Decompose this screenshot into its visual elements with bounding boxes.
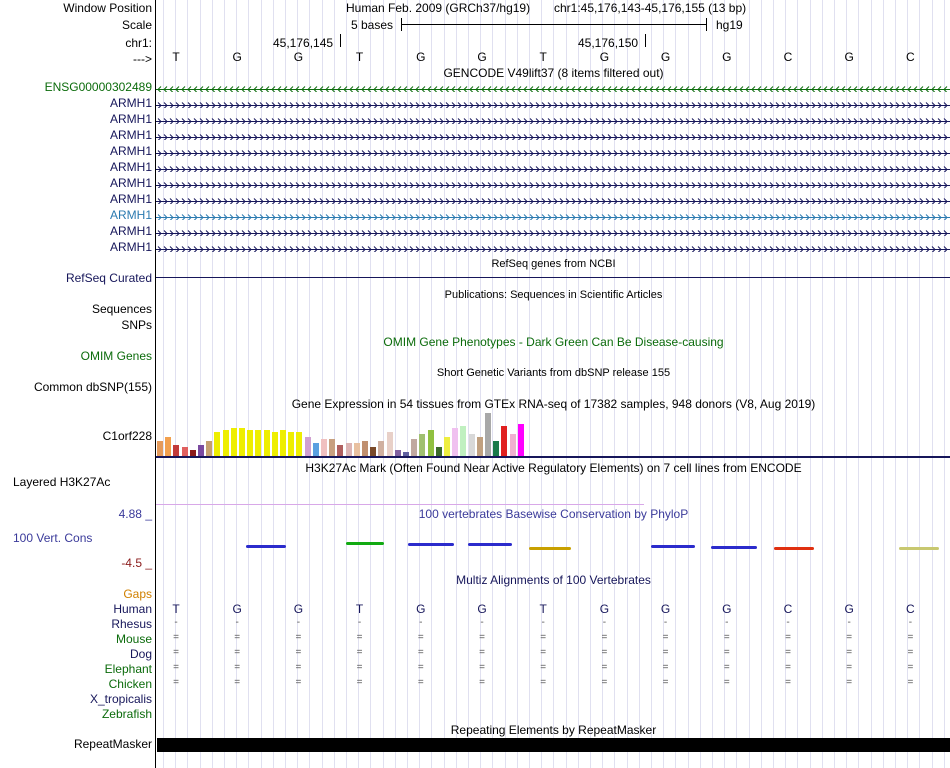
- alignment-cell: =: [234, 677, 241, 688]
- alignment-cell: =: [540, 662, 547, 673]
- gtex-bar[interactable]: [264, 430, 270, 456]
- gtex-bar[interactable]: [288, 432, 294, 456]
- alignment-cell: -: [419, 617, 423, 628]
- gencode-track-title[interactable]: GENCODE V49lift37 (8 items filtered out): [443, 66, 664, 80]
- gtex-bar[interactable]: [428, 430, 434, 456]
- track-image-area[interactable]: [155, 0, 950, 768]
- alignment-cell: =: [907, 677, 914, 688]
- gtex-bar[interactable]: [354, 443, 360, 456]
- alignment-cell: -: [602, 617, 607, 628]
- gtex-bar-chart[interactable]: [156, 411, 536, 456]
- base-letter: G: [416, 50, 426, 64]
- gtex-bar[interactable]: [411, 439, 417, 456]
- scale-bar-left-tick: [401, 18, 402, 31]
- gtex-bar[interactable]: [387, 432, 393, 456]
- phylop-mark: [346, 542, 384, 545]
- base-letter: T: [355, 50, 364, 64]
- base-letter: T: [172, 50, 180, 64]
- gtex-bar[interactable]: [165, 437, 171, 456]
- scale-label: Scale: [121, 18, 152, 32]
- sequences-label[interactable]: Sequences: [91, 302, 152, 316]
- gtex-bar[interactable]: [280, 430, 286, 456]
- alignment-cell: =: [907, 647, 914, 658]
- gene-armh1-line[interactable]: [156, 163, 950, 172]
- alignment-cell: -: [235, 617, 239, 628]
- gtex-bar[interactable]: [305, 437, 311, 456]
- species-label[interactable]: Chicken: [108, 677, 152, 691]
- gtex-baseline: [156, 456, 950, 458]
- gene-armh1-line[interactable]: [156, 147, 950, 156]
- alignment-cell: =: [846, 647, 853, 658]
- species-label[interactable]: Mouse: [115, 632, 152, 646]
- base-letter: G: [232, 50, 242, 64]
- alignment-cell: =: [356, 662, 363, 673]
- strand-label: --->: [133, 52, 152, 66]
- phylop-mark: [899, 547, 939, 550]
- position-title: chr1:45,176,143-45,176,155 (13 bp): [554, 1, 747, 15]
- alignment-cell: -: [725, 617, 729, 628]
- alignment-cell: =: [601, 632, 608, 643]
- alignment-cell: =: [234, 647, 241, 658]
- alignment-cell: -: [174, 617, 178, 628]
- gene-armh1-line[interactable]: [156, 131, 950, 140]
- gene-label-armh1[interactable]: ARMH1: [109, 112, 152, 126]
- cons-min-label: -4.5 _: [121, 556, 152, 570]
- alignment-cell: =: [173, 647, 179, 658]
- alignment-cell: -: [296, 617, 301, 628]
- gene-label-armh1[interactable]: ARMH1: [109, 160, 152, 174]
- alignment-cell: =: [417, 647, 424, 658]
- alignment-cell: =: [173, 662, 179, 673]
- alignment-cell: =: [295, 677, 302, 688]
- repeatmasker-track-title[interactable]: Repeating Elements by RepeatMasker: [450, 723, 657, 737]
- scale-text: 5 bases: [351, 18, 394, 32]
- alignment-cell: =: [173, 677, 179, 688]
- gtex-bar[interactable]: [255, 430, 261, 456]
- species-label[interactable]: X_tropicalis: [89, 692, 152, 706]
- gene-label-armh1[interactable]: ARMH1: [109, 208, 152, 222]
- omim-genes-label[interactable]: OMIM Genes: [80, 349, 152, 363]
- gaps-label[interactable]: Gaps: [123, 587, 152, 601]
- alignment-cell: =: [295, 662, 302, 673]
- base-letter: G: [660, 50, 671, 64]
- alignment-cell: =: [479, 647, 485, 658]
- base-letter: C: [783, 50, 793, 64]
- alignment-cell: =: [723, 662, 730, 673]
- gtex-bar[interactable]: [370, 447, 376, 456]
- alignment-cell: =: [417, 677, 424, 688]
- gtex-bar[interactable]: [485, 413, 491, 456]
- phylop-mark: [651, 545, 695, 548]
- alignment-cell: =: [601, 647, 608, 658]
- alignment-cell: =: [785, 662, 791, 673]
- alignment-cell: C: [783, 602, 793, 616]
- gene-armh1-line[interactable]: [156, 99, 950, 108]
- gtex-bar[interactable]: [477, 437, 483, 456]
- alignment-cell: =: [479, 662, 485, 673]
- gtex-bar[interactable]: [444, 437, 450, 456]
- alignment-cell: =: [295, 647, 302, 658]
- publications-track-title[interactable]: Publications: Sequences in Scientific Articles: [444, 289, 663, 301]
- gtex-bar[interactable]: [378, 441, 384, 456]
- alignment-cell: =: [662, 647, 669, 658]
- alignment-cell: =: [417, 632, 424, 643]
- dbsnp-track-title[interactable]: Short Genetic Variants from dbSNP release 155: [436, 367, 671, 379]
- gtex-bar[interactable]: [223, 430, 229, 456]
- gtex-bar[interactable]: [510, 434, 516, 456]
- alignment-cell: -: [541, 617, 545, 628]
- base-letter: G: [722, 50, 732, 64]
- base-letter: T: [539, 50, 547, 64]
- alignment-cell: =: [723, 677, 730, 688]
- scale-bar: [401, 24, 706, 25]
- alignment-cell: G: [599, 602, 610, 616]
- gtex-bar[interactable]: [247, 430, 253, 456]
- gene-label-armh1[interactable]: ARMH1: [109, 176, 152, 190]
- gene-armh1-line[interactable]: [156, 195, 950, 204]
- track-label-column: [0, 0, 155, 768]
- multiz-track-title[interactable]: Multiz Alignments of 100 Vertebrates: [456, 573, 651, 587]
- alignment-cell: G: [416, 602, 426, 616]
- alignment-cell: =: [785, 677, 791, 688]
- alignment-cell: -: [357, 617, 362, 628]
- alignment-cell: =: [785, 647, 791, 658]
- repeatmasker-label[interactable]: RepeatMasker: [73, 737, 152, 751]
- alignment-cell: G: [844, 602, 854, 616]
- alignment-cell: T: [355, 602, 364, 616]
- species-label[interactable]: Zebrafish: [101, 707, 152, 721]
- gene-label-armh1[interactable]: ARMH1: [109, 192, 152, 206]
- gene-label-armh1[interactable]: ARMH1: [109, 144, 152, 158]
- alignment-cell: G: [232, 602, 242, 616]
- species-label[interactable]: Human: [113, 602, 152, 616]
- phylop-mark: [529, 547, 571, 550]
- gene-label-armh1[interactable]: ARMH1: [109, 128, 152, 142]
- alignment-cell: -: [786, 617, 790, 628]
- gtex-bar[interactable]: [518, 424, 524, 456]
- alignment-cell: =: [601, 677, 608, 688]
- gtex-bar[interactable]: [337, 445, 343, 456]
- gtex-gene-label[interactable]: C1orf228: [102, 429, 152, 443]
- gtex-bar[interactable]: [469, 434, 475, 456]
- alignment-cell: =: [846, 677, 853, 688]
- repeatmasker-block[interactable]: [157, 738, 950, 752]
- phylop-mark: [408, 543, 454, 546]
- gene-label-ensg[interactable]: ENSG00000302489: [44, 80, 152, 94]
- gtex-bar[interactable]: [329, 439, 335, 456]
- refseq-curated-label[interactable]: RefSeq Curated: [65, 271, 152, 285]
- alignment-cell: =: [662, 632, 669, 643]
- alignment-cell: =: [234, 632, 241, 643]
- gene-label-armh1[interactable]: ARMH1: [109, 240, 152, 254]
- gtex-bar[interactable]: [239, 428, 245, 456]
- alignment-cell: T: [539, 602, 547, 616]
- snps-label[interactable]: SNPs: [121, 318, 152, 332]
- alignment-cell: =: [785, 632, 791, 643]
- refseq-line: [156, 277, 950, 278]
- chrom-label: chr1:: [125, 36, 152, 50]
- alignment-cell: =: [540, 632, 547, 643]
- gtex-bar[interactable]: [346, 443, 352, 456]
- base-letter: G: [844, 50, 854, 64]
- gtex-bar[interactable]: [501, 426, 507, 456]
- alignment-cell: G: [477, 602, 487, 616]
- coord-label-2: 45,176,150: [578, 36, 639, 50]
- alignment-cell: =: [356, 677, 363, 688]
- gene-armh1-line[interactable]: [156, 179, 950, 188]
- assembly-title: Human Feb. 2009 (GRCh37/hg19): [346, 1, 531, 15]
- alignment-cell: =: [479, 677, 485, 688]
- gtex-bar[interactable]: [214, 432, 220, 456]
- coord-tick-2: [645, 34, 646, 47]
- base-letter: G: [477, 50, 487, 64]
- alignment-cell: =: [846, 632, 853, 643]
- alignment-cell: G: [293, 602, 304, 616]
- alignment-cell: T: [172, 602, 180, 616]
- gtex-bar[interactable]: [452, 428, 458, 456]
- species-label[interactable]: Rhesus: [111, 617, 152, 631]
- h3k27ac-signal: [156, 504, 644, 505]
- alignment-cell: =: [479, 632, 485, 643]
- coord-label-1: 45,176,145: [273, 36, 334, 50]
- species-label[interactable]: Elephant: [104, 662, 152, 676]
- alignment-cell: =: [907, 662, 914, 673]
- alignment-cell: G: [660, 602, 671, 616]
- gtex-bar[interactable]: [157, 441, 163, 456]
- gtex-bar[interactable]: [419, 434, 425, 456]
- gtex-bar[interactable]: [460, 426, 466, 456]
- base-letter: G: [293, 50, 304, 64]
- phylop-track-title[interactable]: 100 vertebrates Basewise Conservation by PhyloP: [418, 507, 689, 521]
- alignment-cell: =: [540, 677, 547, 688]
- gtex-bar[interactable]: [272, 432, 278, 456]
- species-label[interactable]: Dog: [129, 647, 152, 661]
- gene-armh1-line[interactable]: [156, 115, 950, 124]
- alignment-cell: =: [846, 662, 853, 673]
- phylop-mark: [246, 545, 286, 548]
- gtex-bar[interactable]: [321, 439, 327, 456]
- h3k27ac-track-title[interactable]: H3K27Ac Mark (Often Found Near Active Regulatory Elements) on 7 cell lines from ENCODE: [305, 461, 802, 475]
- gtex-bar[interactable]: [231, 428, 237, 456]
- alignment-cell: -: [908, 617, 913, 628]
- alignment-cell: -: [480, 617, 484, 628]
- base-letter: C: [906, 50, 915, 64]
- alignment-cell: C: [906, 602, 915, 616]
- dbsnp-label[interactable]: Common dbSNP(155): [33, 380, 152, 394]
- gene-ensg-line[interactable]: [156, 83, 950, 92]
- alignment-cell: =: [540, 647, 547, 658]
- gtex-bar[interactable]: [296, 432, 302, 456]
- phylop-mark: [468, 543, 512, 546]
- gene-armh1-line[interactable]: [156, 227, 950, 236]
- alignment-cell: =: [173, 632, 179, 643]
- gtex-bar[interactable]: [173, 445, 179, 456]
- gtex-bar[interactable]: [206, 441, 212, 456]
- alignment-cell: =: [601, 662, 608, 673]
- scale-bar-right-tick: [706, 18, 707, 31]
- alignment-cell: =: [417, 662, 424, 673]
- phylop-mark: [711, 546, 757, 549]
- cons-max-label: 4.88 _: [118, 507, 152, 521]
- scale-db: hg19: [716, 18, 743, 32]
- base-letter: G: [599, 50, 610, 64]
- h3k27ac-label[interactable]: Layered H3K27Ac: [13, 475, 111, 489]
- alignment-cell: =: [234, 662, 241, 673]
- cons-track-label[interactable]: 100 Vert. Cons: [13, 531, 93, 545]
- alignment-cell: =: [723, 632, 730, 643]
- alignment-cell: -: [847, 617, 851, 628]
- omim-track-title[interactable]: OMIM Gene Phenotypes - Dark Green Can Be Disease-causing: [383, 335, 724, 349]
- gtex-bar[interactable]: [436, 447, 442, 456]
- gtex-bar[interactable]: [493, 441, 499, 456]
- gtex-bar[interactable]: [362, 441, 368, 456]
- alignment-cell: =: [356, 632, 363, 643]
- alignment-cell: =: [723, 647, 730, 658]
- gene-armh1-line[interactable]: [156, 243, 950, 252]
- phylop-mark: [774, 547, 814, 550]
- coord-tick-1: [340, 34, 341, 47]
- alignment-cell: G: [722, 602, 732, 616]
- gene-label-armh1[interactable]: ARMH1: [109, 96, 152, 110]
- gtex-bar[interactable]: [198, 445, 204, 456]
- alignment-cell: =: [907, 632, 914, 643]
- alignment-cell: =: [356, 647, 363, 658]
- alignment-cell: =: [662, 662, 669, 673]
- alignment-cell: =: [662, 677, 669, 688]
- gene-label-armh1[interactable]: ARMH1: [109, 224, 152, 238]
- alignment-cell: -: [663, 617, 668, 628]
- gtex-bar[interactable]: [182, 447, 188, 456]
- gene-armh1-line[interactable]: [156, 211, 950, 220]
- refseq-track-title[interactable]: RefSeq genes from NCBI: [491, 258, 616, 270]
- alignment-cell: =: [295, 632, 302, 643]
- window-position-label: Window Position: [63, 1, 152, 15]
- gtex-track-title[interactable]: Gene Expression in 54 tissues from GTEx RNA-seq of 17382 samples, 948 donors (V8, Aug 2019): [291, 397, 816, 411]
- gtex-bar[interactable]: [313, 443, 319, 456]
